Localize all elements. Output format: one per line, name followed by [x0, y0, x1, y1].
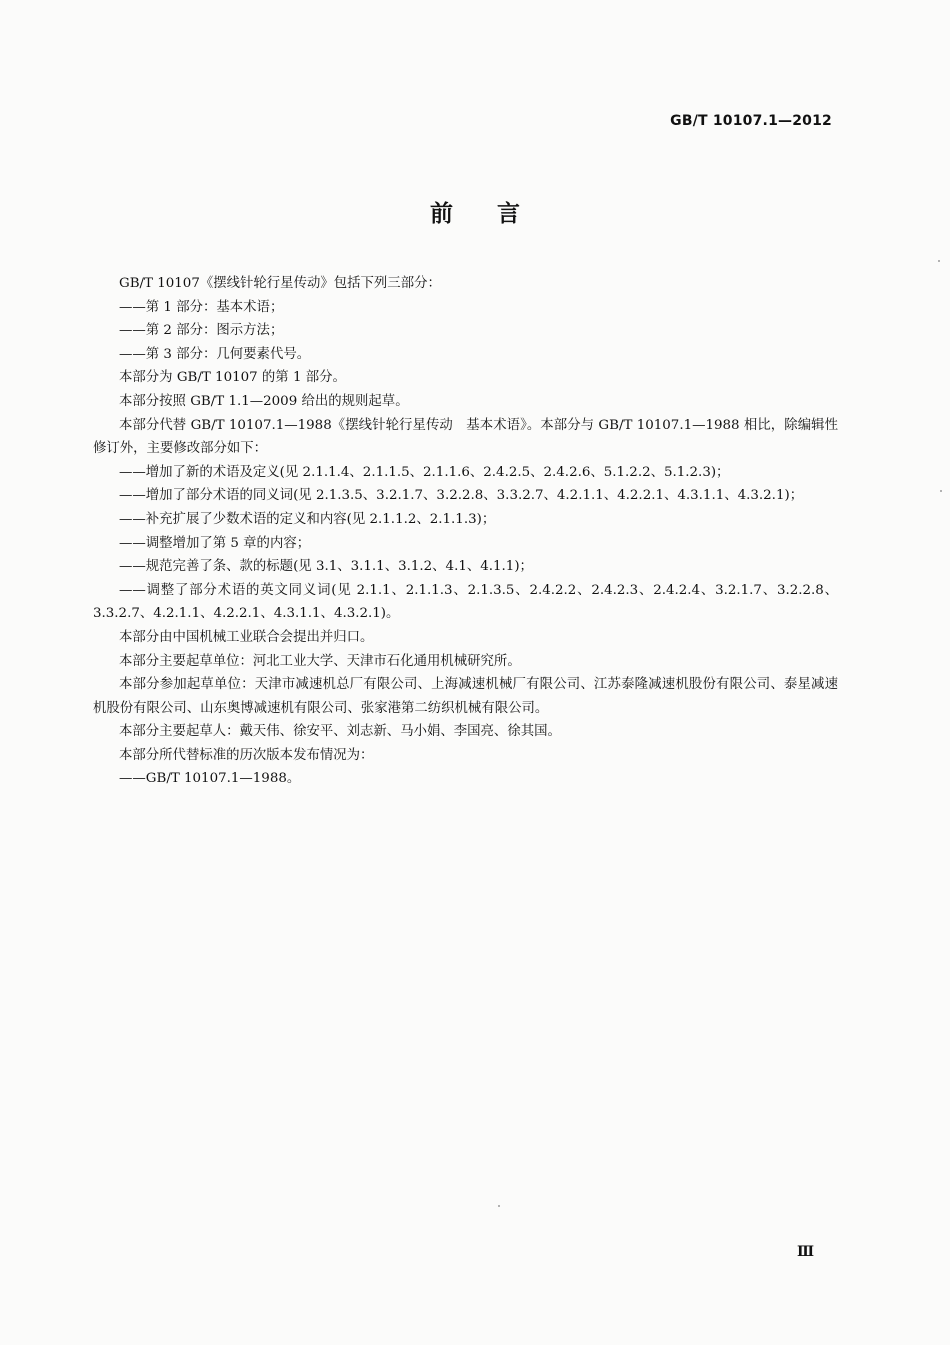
paragraph-proposer: 本部分由中国机械工业联合会提出并归口。: [119, 629, 374, 645]
list-item-change-2: ——增加了部分术语的同义词(见 2.1.3.5、3.2.1.7、3.2.2.8、3.3.2.7、4.2.1.1、4.2.2.1、4.3.1.1、4.3.2.1)；: [119, 488, 804, 504]
paragraph-replacement: 本部分代替 GB/T 10107.1—1988《摆线针轮行星传动 基本术语》。本部分与 GB/T 10107.1—1988 相比，除编辑性修订外，主要修改部分如下：: [93, 417, 838, 457]
paragraph-authors: 本部分主要起草人：戴天伟、徐安平、刘志新、马小娟、李国亮、徐其国。: [119, 724, 561, 740]
paragraph-scope: 本部分为 GB/T 10107 的第 1 部分。: [119, 370, 346, 386]
list-item-change-1: ——增加了新的术语及定义(见 2.1.1.4、2.1.1.5、2.1.1.6、2.4.2.5、2.4.2.6、5.1.2.2、5.1.2.3)；: [119, 464, 730, 480]
paragraph-participating-drafters: 本部分参加起草单位：天津市减速机总厂有限公司、上海减速机械厂有限公司、江苏泰隆减速机股份有限公司、泰星减速机股份有限公司、山东奥博减速机有限公司、张家港第二纺织机械有限公司。: [93, 677, 838, 716]
list-item-part-3: ——第 3 部分：几何要素代号。: [119, 346, 311, 362]
list-item-part-1: ——第 1 部分：基本术语；: [119, 299, 284, 315]
scan-speck: [938, 260, 940, 262]
scan-speck: [498, 1205, 500, 1207]
page-number: Ⅲ: [797, 1244, 815, 1260]
paragraph-main-drafters: 本部分主要起草单位：河北工业大学、天津市石化通用机械研究所。: [119, 653, 521, 669]
list-item-change-6: ——调整了部分术语的英文同义词(见 2.1.1、2.1.1.3、2.1.3.5、2.4.2.2、2.4.2.3、2.4.2.4、3.2.1.7、3.2.2.8、3.3.2.7、4.2.1.1、4.2.2.1、4.3.1.1、4.3.2.1)。: [93, 582, 838, 622]
paragraph-history: 本部分所代替标准的历次版本发布情况为：: [119, 747, 374, 763]
preface-body: [93, 272, 838, 791]
list-item-change-3: ——补充扩展了少数术语的定义和内容(见 2.1.1.2、2.1.1.3)；: [119, 511, 496, 527]
standard-code: GB/T 10107.1—2012: [670, 113, 832, 129]
paragraph-intro: GB/T 10107《摆线针轮行星传动》包括下列三部分：: [119, 276, 441, 291]
paragraph-drafting-rules: 本部分按照 GB/T 1.1—2009 给出的规则起草。: [119, 393, 409, 409]
list-item-change-5: ——规范完善了条、款的标题(见 3.1、3.1.1、3.1.2、4.1、4.1.1)；: [119, 559, 533, 575]
page-title: 前言: [430, 201, 564, 227]
scan-speck: [940, 490, 942, 492]
list-item-change-4: ——调整增加了第 5 章的内容；: [119, 535, 311, 551]
list-item-history-1: ——GB/T 10107.1—1988。: [119, 771, 301, 787]
list-item-part-2: ——第 2 部分：图示方法；: [119, 323, 284, 339]
